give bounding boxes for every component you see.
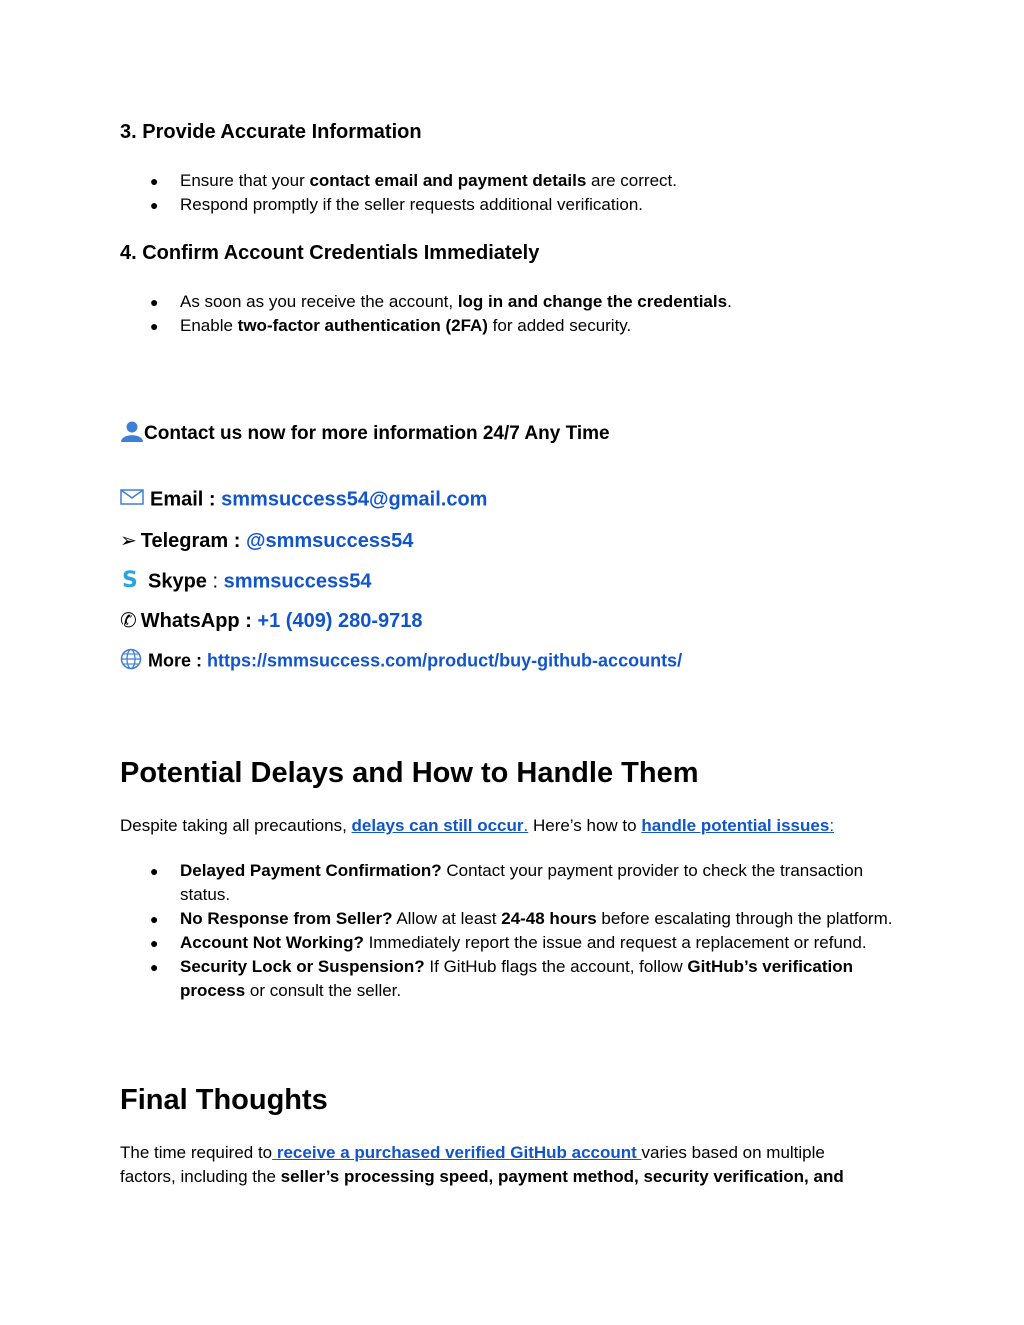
list-item: ● Delayed Payment Confirmation? Contact your payment provider to check the transaction status. — [150, 861, 864, 904]
list-item: ● Respond promptly if the seller requests additional verification. — [150, 195, 644, 214]
email-icon — [120, 488, 144, 512]
list-item: ● Security Lock or Suspension? If GitHub flags the account, follow GitHub’s verification process or consult the seller. — [150, 957, 853, 1000]
whatsapp-label: WhatsApp : — [140, 610, 258, 632]
delays-link[interactable]: delays can still occur — [351, 816, 524, 835]
telegram-link[interactable]: @smmsuccess54 — [245, 530, 414, 552]
telegram-label: Telegram : — [140, 530, 246, 552]
list-item: ● As soon as you receive the account, log in and change the credentials. — [150, 292, 732, 311]
delays-list — [120, 859, 900, 1003]
delays-heading: Potential Delays and How to Handle Them — [120, 757, 699, 789]
svg-text:S: S — [122, 568, 138, 590]
more-row — [120, 648, 682, 675]
telegram-row — [120, 528, 413, 553]
email-link[interactable]: smmsuccess54@gmail.com — [221, 488, 488, 511]
final-paragraph-line-2: factors, including the seller’s processing speed, payment method, security verification, and — [120, 1167, 844, 1186]
list-item: ● Ensure that your contact email and payment details are correct. — [150, 171, 677, 190]
delays-intro: Despite taking all precautions, delays can still occur. Here’s how to handle potential issues: — [120, 816, 835, 835]
list-item: ● Enable two-factor authentication (2FA) for added security. — [150, 316, 632, 335]
whatsapp-row — [120, 608, 423, 633]
skype-icon — [120, 568, 142, 596]
list-item: ● Account Not Working? Immediately report the issue and request a replacement or refund. — [150, 933, 867, 952]
email-label: Email : — [150, 488, 222, 511]
section-4-list — [120, 290, 732, 338]
person-icon — [120, 420, 144, 448]
whatsapp-link[interactable]: +1 (409) 280-9718 — [257, 610, 423, 632]
skype-label: Skype — [148, 570, 207, 593]
section-4-heading: 4. Confirm Account Credentials Immediately — [120, 242, 540, 264]
list-item: ● No Response from Seller? Allow at least 24-48 hours before escalating through the platform. — [150, 909, 893, 928]
skype-row — [120, 568, 372, 596]
more-link[interactable]: https://smmsuccess.com/product/buy-github-accounts/ — [207, 650, 683, 671]
email-row — [120, 488, 487, 512]
contact-heading-row — [120, 420, 610, 448]
more-label: More : — [148, 650, 208, 671]
section-3-heading: 3. Provide Accurate Information — [120, 121, 422, 143]
skype-separator: : — [206, 570, 224, 593]
handle-issues-link[interactable]: handle potential issues — [641, 816, 830, 835]
contact-heading: Contact us now for more information 24/7 Any Time — [144, 423, 610, 445]
phone-icon: ✆ — [120, 610, 137, 632]
arrow-icon: ➢ — [120, 530, 137, 552]
section-3-list — [120, 169, 677, 217]
purchase-link[interactable]: receive a purchased verified GitHub account — [272, 1143, 642, 1162]
skype-link[interactable]: smmsuccess54 — [223, 570, 372, 593]
final-paragraph-line-1: The time required to receive a purchased verified GitHub account varies based on multiple — [120, 1143, 825, 1162]
globe-icon — [120, 648, 142, 675]
final-heading: Final Thoughts — [120, 1084, 328, 1116]
